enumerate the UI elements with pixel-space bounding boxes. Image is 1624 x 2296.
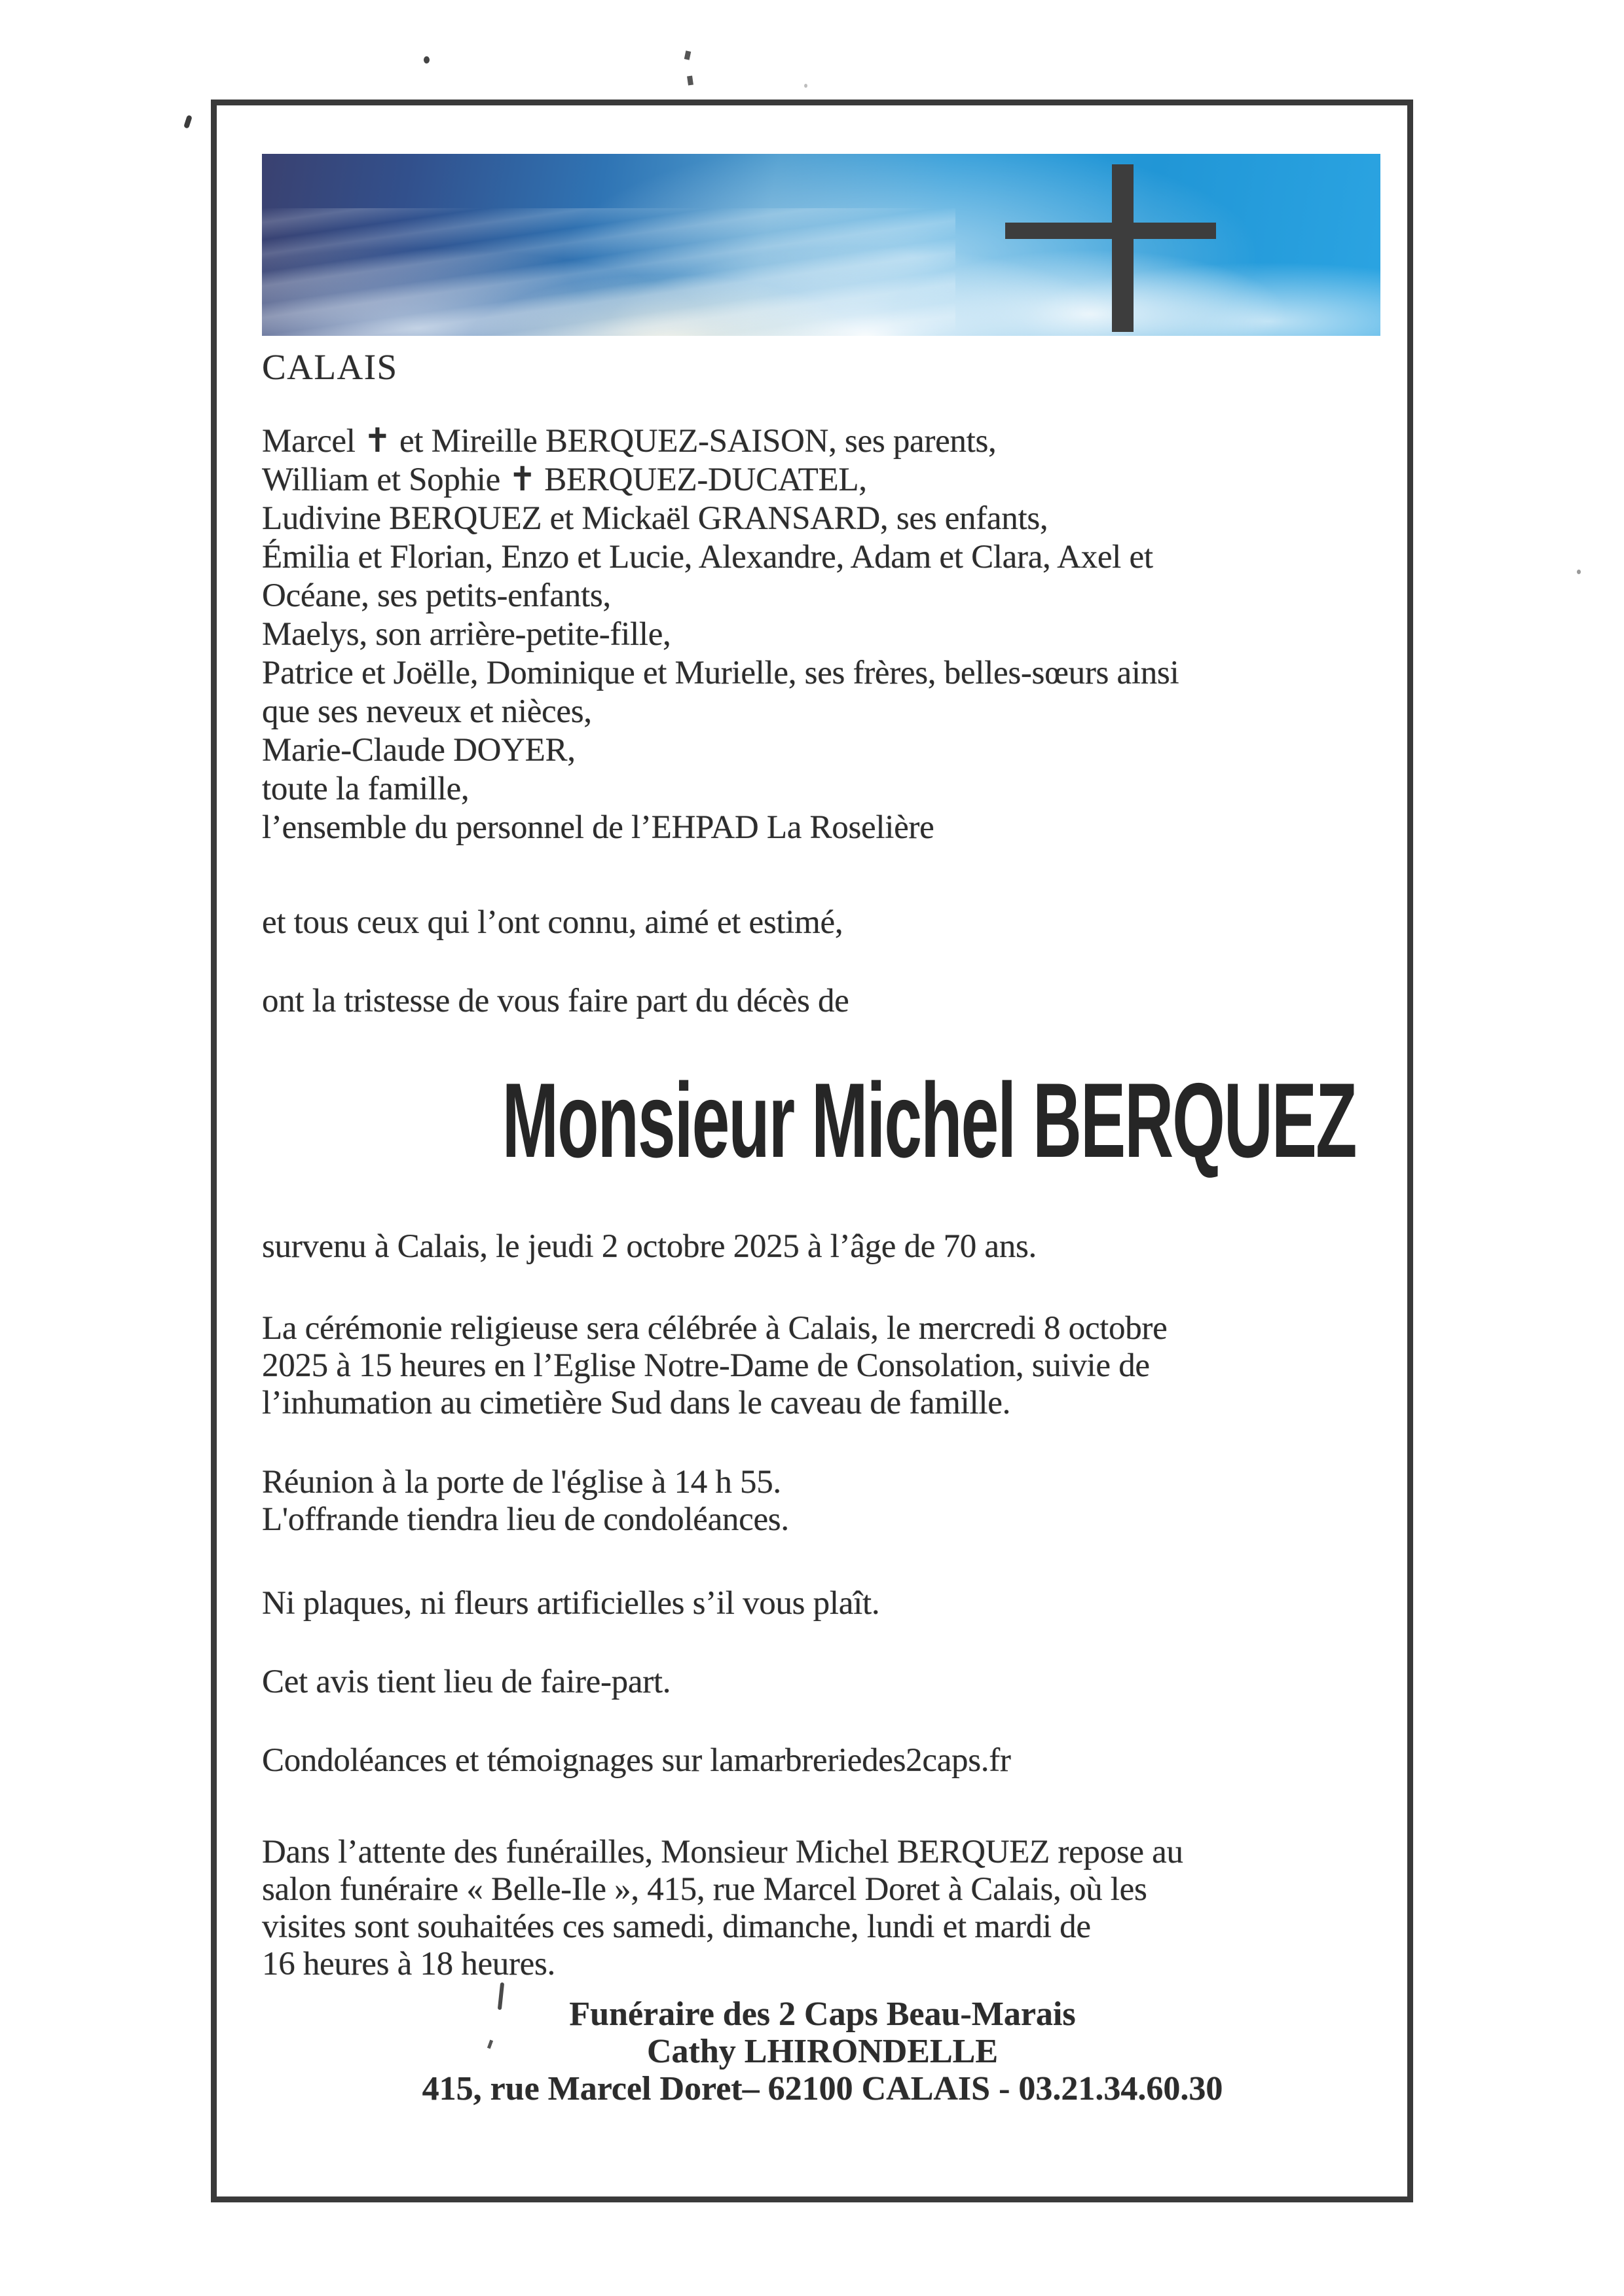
repose-line: visites sont souhaitées ces samedi, dimanche, lundi et mardi de	[262, 1908, 1091, 1945]
cross-icon-arm	[1005, 223, 1216, 239]
repose-line: 16 heures à 18 heures.	[262, 1946, 555, 1982]
deceased-name-text: Monsieur Michel BERQUEZ	[502, 1061, 1356, 1180]
family-line: que ses neveux et nièces,	[262, 693, 592, 730]
announcement-line: ont la tristesse de vous faire part du décès de	[262, 983, 849, 1019]
funeral-home-director: Cathy LHIRONDELLE	[647, 2033, 998, 2070]
ceremony-line: La cérémonie religieuse sera célébrée à Calais, le mercredi 8 octobre	[262, 1310, 1168, 1347]
cross-icon	[1112, 164, 1134, 332]
scan-artifact	[424, 56, 430, 64]
family-line: Patrice et Joëlle, Dominique et Murielle, ses frères, belles-sœurs ainsi	[262, 655, 1179, 691]
ceremony-paragraph	[262, 1309, 1383, 1421]
meeting-line: Réunion à la porte de l'église à 14 h 55.	[262, 1464, 781, 1501]
meeting-line: L'offrande tiendra lieu de condoléances.	[262, 1501, 789, 1538]
family-line: Océane, ses petits-enfants,	[262, 577, 611, 614]
tribute-line: et tous ceux qui l’ont connu, aimé et estimé,	[262, 904, 843, 941]
family-line: Ludivine BERQUEZ et Mickaël GRANSARD, ses enfants,	[262, 500, 1048, 537]
repose-line: Dans l’attente des funérailles, Monsieur Michel BERQUEZ repose au	[262, 1834, 1183, 1870]
ceremony-line: 2025 à 15 heures en l’Eglise Notre-Dame de Consolation, suivie de	[262, 1347, 1150, 1384]
funeral-home-address-phone: 415, rue Marcel Doret– 62100 CALAIS - 03.21.34.60.30	[422, 2070, 1223, 2107]
family-line: William et Sophie ✝ BERQUEZ-DUCATEL,	[262, 462, 867, 498]
family-line: Maelys, son arrière-petite-fille,	[262, 616, 671, 653]
funeral-home-name: Funéraire des 2 Caps Beau-Marais	[569, 1995, 1076, 2033]
cloud-streaks	[262, 208, 955, 336]
condolences-line: Condoléances et témoignages sur lamarbreriedes2caps.fr	[262, 1742, 1011, 1779]
location-heading: CALAIS	[262, 347, 398, 387]
family-line: toute la famille,	[262, 771, 470, 807]
scan-artifact	[687, 76, 693, 86]
scan-artifact	[684, 50, 692, 60]
no-flowers-line: Ni plaques, ni fleurs artificielles s’il vous plaît.	[262, 1585, 880, 1622]
funeral-home-block	[262, 1995, 1383, 2107]
death-details-line: survenu à Calais, le jeudi 2 octobre 2025 à l’âge de 70 ans.	[262, 1228, 1037, 1265]
family-list	[262, 422, 1383, 847]
repose-paragraph	[262, 1833, 1383, 1982]
meeting-paragraph	[262, 1463, 1383, 1538]
deceased-name-title	[262, 1061, 1383, 1180]
family-line: Émilia et Florian, Enzo et Lucie, Alexandre, Adam et Clara, Axel et	[262, 539, 1153, 575]
sky-photo	[262, 154, 1380, 336]
scan-artifact	[804, 84, 807, 88]
ceremony-line: l’inhumation au cimetière Sud dans le caveau de famille.	[262, 1385, 1011, 1421]
scan-artifact	[183, 115, 193, 128]
notice-line: Cet avis tient lieu de faire-part.	[262, 1664, 671, 1700]
family-line: l’ensemble du personnel de l’EHPAD La Roselière	[262, 809, 934, 846]
repose-line: salon funéraire « Belle-Ile », 415, rue Marcel Doret à Calais, où les	[262, 1871, 1147, 1908]
family-line: Marie-Claude DOYER,	[262, 732, 576, 769]
scan-artifact	[1577, 570, 1581, 574]
family-line: Marcel ✝ et Mireille BERQUEZ-SAISON, ses parents,	[262, 423, 997, 460]
